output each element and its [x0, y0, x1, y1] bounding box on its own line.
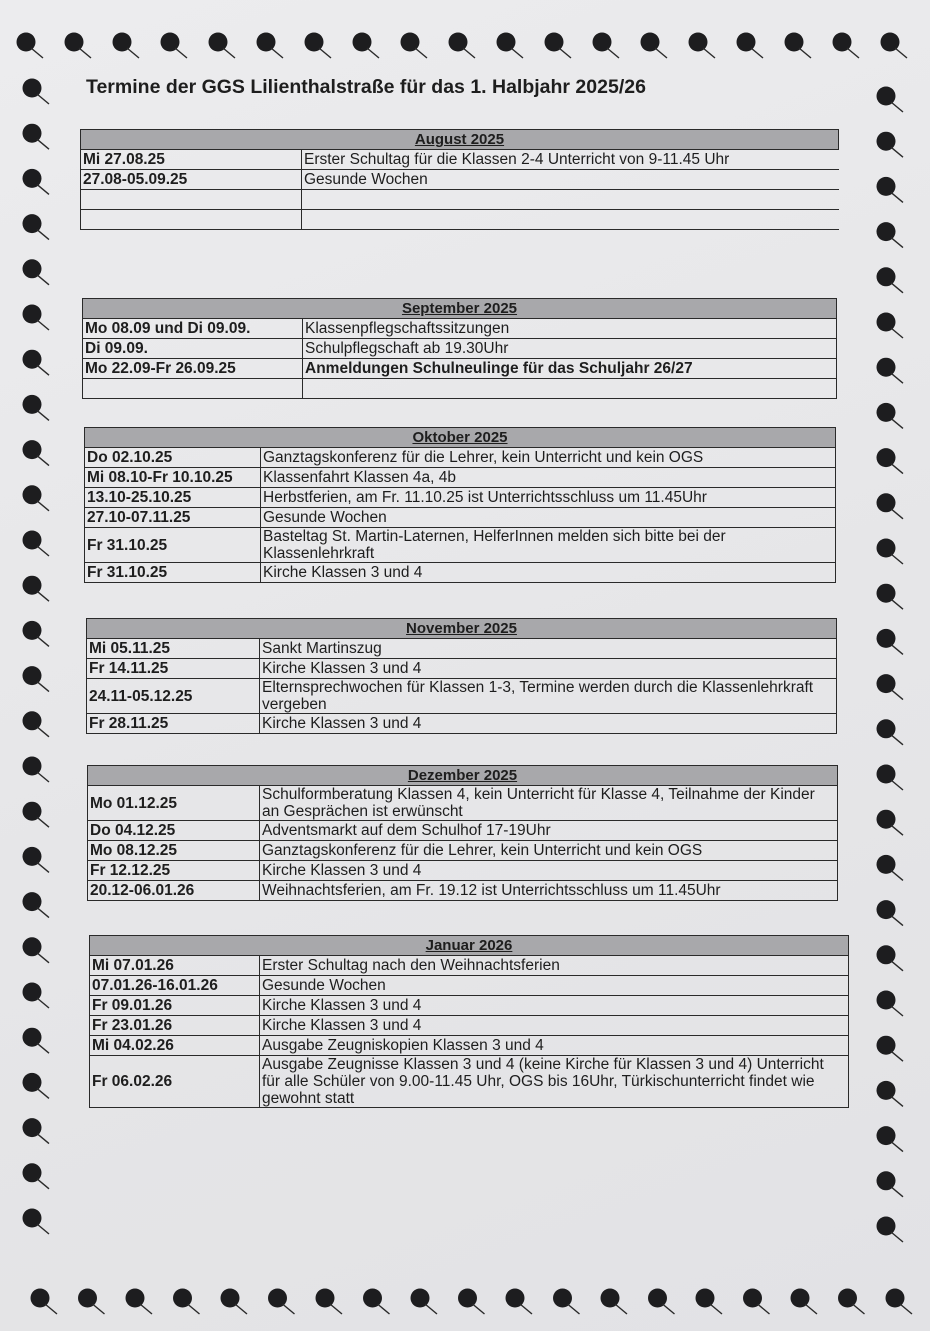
punched-hole-46	[23, 440, 50, 466]
punched-hole-12	[593, 33, 620, 59]
punched-hole-62	[23, 1163, 50, 1189]
punched-hole-81	[877, 855, 904, 881]
table-row	[81, 190, 839, 210]
punched-hole-89	[877, 1217, 904, 1243]
table-row	[90, 1036, 849, 1056]
event-text: Sankt Martinszug	[260, 639, 837, 659]
event-text: Ausgabe Zeugnisse Klassen 3 und 4 (keine Kirche für Klassen 3 und 4) Unterricht für alle Schüler von 9.00-11.45 Uhr, OGS bis 16Uhr, Türkischunterricht findet wie gewohnt statt	[260, 1056, 849, 1108]
punched-hole-39	[23, 124, 50, 150]
punched-hole-28	[458, 1289, 485, 1315]
table-row	[90, 976, 849, 996]
event-date	[83, 379, 303, 399]
event-date: Mi 27.08.25	[81, 150, 302, 170]
punched-hole-73	[877, 493, 904, 519]
punched-hole-10	[497, 33, 524, 59]
month-table-dezember	[87, 765, 838, 901]
event-date	[81, 190, 302, 210]
punched-hole-53	[23, 757, 50, 783]
punched-hole-44	[23, 350, 50, 376]
punched-hole-84	[877, 991, 904, 1017]
punched-hole-41	[23, 214, 50, 240]
event-text	[302, 210, 839, 230]
month-table-november	[86, 618, 837, 734]
punched-hole-6	[305, 33, 332, 59]
punched-hole-24	[268, 1289, 295, 1315]
event-date: Fr 23.01.26	[90, 1016, 260, 1036]
punched-hole-3	[161, 33, 188, 59]
punched-hole-4	[209, 33, 236, 59]
punched-hole-76	[877, 629, 904, 655]
punched-hole-52	[23, 711, 50, 737]
punched-hole-86	[877, 1081, 904, 1107]
event-date: 27.08-05.09.25	[81, 170, 302, 190]
punched-hole-2	[113, 33, 140, 59]
punched-hole-51	[23, 666, 50, 692]
punched-hole-71	[877, 403, 904, 429]
table-row	[81, 150, 839, 170]
table-row	[87, 714, 837, 734]
punched-hole-15	[737, 33, 764, 59]
event-date: Mi 07.01.26	[90, 956, 260, 976]
event-text: Klassenpflegschaftssitzungen	[303, 319, 837, 339]
event-date: Di 09.09.	[83, 339, 303, 359]
table-row	[87, 639, 837, 659]
event-text: Schulpflegschaft ab 19.30Uhr	[303, 339, 837, 359]
punched-hole-36	[838, 1289, 865, 1315]
punched-hole-29	[506, 1289, 533, 1315]
punched-hole-68	[877, 267, 904, 293]
table-row	[87, 679, 837, 714]
punched-hole-26	[363, 1289, 390, 1315]
punched-hole-38	[23, 79, 50, 105]
punched-hole-22	[173, 1289, 200, 1315]
event-date: Mo 08.12.25	[88, 841, 260, 861]
punched-hole-79	[877, 765, 904, 791]
event-text	[302, 190, 839, 210]
page-title: Termine der GGS Lilienthalstraße für das 1. Halbjahr 2025/26	[86, 76, 646, 98]
punched-hole-72	[877, 448, 904, 474]
punched-hole-56	[23, 892, 50, 918]
table-row	[90, 996, 849, 1016]
event-date: 24.11-05.12.25	[87, 679, 260, 714]
punched-hole-40	[23, 169, 50, 195]
punched-hole-47	[23, 485, 50, 511]
table-row	[83, 359, 837, 379]
punched-hole-17	[833, 33, 860, 59]
punched-hole-83	[877, 945, 904, 971]
event-date: Do 04.12.25	[88, 821, 260, 841]
punched-hole-13	[641, 33, 668, 59]
event-text: Gesunde Wochen	[260, 976, 849, 996]
punched-hole-35	[791, 1289, 818, 1315]
punched-hole-37	[886, 1289, 913, 1315]
table-row	[83, 379, 837, 399]
month-header: September 2025	[83, 299, 837, 319]
punched-hole-69	[877, 313, 904, 339]
event-date: Fr 31.10.25	[85, 563, 261, 583]
punched-hole-42	[23, 259, 50, 285]
month-header: Januar 2026	[90, 936, 849, 956]
punched-hole-63	[23, 1209, 50, 1235]
punched-hole-77	[877, 674, 904, 700]
month-header: November 2025	[87, 619, 837, 639]
table-row	[81, 210, 839, 230]
table-row	[90, 1056, 849, 1108]
event-date: 07.01.26-16.01.26	[90, 976, 260, 996]
punched-hole-50	[23, 621, 50, 647]
event-text: Kirche Klassen 3 und 4	[260, 714, 837, 734]
punched-hole-48	[23, 531, 50, 557]
event-date: Mo 01.12.25	[88, 786, 260, 821]
punched-hole-80	[877, 810, 904, 836]
punched-hole-88	[877, 1171, 904, 1197]
event-date: Mi 05.11.25	[87, 639, 260, 659]
table-row	[88, 861, 838, 881]
event-text: Kirche Klassen 3 und 4	[261, 563, 836, 583]
punched-hole-67	[877, 222, 904, 248]
punched-hole-45	[23, 395, 50, 421]
punched-hole-18	[881, 33, 908, 59]
month-table-august	[80, 129, 839, 230]
punched-hole-25	[316, 1289, 343, 1315]
event-text: Basteltag St. Martin-Laternen, HelferInnen melden sich bitte bei der Klassenlehrkraft	[261, 528, 836, 563]
punched-hole-27	[411, 1289, 438, 1315]
table-row	[88, 881, 838, 901]
event-text: Ganztagskonferenz für die Lehrer, kein Unterricht und kein OGS	[260, 841, 838, 861]
event-date: Do 02.10.25	[85, 448, 261, 468]
punched-hole-49	[23, 576, 50, 602]
month-header: Oktober 2025	[85, 428, 836, 448]
event-text: Kirche Klassen 3 und 4	[260, 1016, 849, 1036]
punched-hole-21	[126, 1289, 153, 1315]
event-text: Erster Schultag nach den Weihnachtsferien	[260, 956, 849, 976]
punched-hole-58	[23, 983, 50, 1009]
event-date: Fr 14.11.25	[87, 659, 260, 679]
punched-hole-11	[545, 33, 572, 59]
table-row	[90, 1016, 849, 1036]
punched-hole-9	[449, 33, 476, 59]
punched-hole-31	[601, 1289, 628, 1315]
month-header: Dezember 2025	[88, 766, 838, 786]
punched-hole-87	[877, 1126, 904, 1152]
event-date: Fr 28.11.25	[87, 714, 260, 734]
event-text: Ganztagskonferenz für die Lehrer, kein Unterricht und kein OGS	[261, 448, 836, 468]
month-table-oktober	[84, 427, 836, 583]
punched-hole-14	[689, 33, 716, 59]
event-date: 13.10-25.10.25	[85, 488, 261, 508]
event-text: Ausgabe Zeugniskopien Klassen 3 und 4	[260, 1036, 849, 1056]
punched-hole-70	[877, 358, 904, 384]
event-text: Kirche Klassen 3 und 4	[260, 861, 838, 881]
event-text: Elternsprechwochen für Klassen 1-3, Termine werden durch die Klassenlehrkraft vergeben	[260, 679, 837, 714]
punched-hole-19	[31, 1289, 58, 1315]
punched-hole-85	[877, 1036, 904, 1062]
table-row	[83, 319, 837, 339]
event-text: Weihnachtsferien, am Fr. 19.12 ist Unterrichtsschluss um 11.45Uhr	[260, 881, 838, 901]
table-row	[81, 170, 839, 190]
punched-hole-43	[23, 305, 50, 331]
punched-hole-78	[877, 719, 904, 745]
event-text: Gesunde Wochen	[261, 508, 836, 528]
punched-hole-55	[23, 847, 50, 873]
event-text: Erster Schultag für die Klassen 2-4 Unterricht von 9-11.45 Uhr	[302, 150, 839, 170]
punched-hole-64	[877, 87, 904, 113]
event-date: Fr 12.12.25	[88, 861, 260, 881]
punched-hole-16	[785, 33, 812, 59]
event-text: Herbstferien, am Fr. 11.10.25 ist Unterrichtsschluss um 11.45Uhr	[261, 488, 836, 508]
punched-hole-57	[23, 937, 50, 963]
month-header: August 2025	[81, 130, 839, 150]
punched-hole-32	[648, 1289, 675, 1315]
table-row	[85, 528, 836, 563]
event-date: Mi 04.02.26	[90, 1036, 260, 1056]
event-text	[303, 379, 837, 399]
event-text: Anmeldungen Schulneulinge für das Schuljahr 26/27	[303, 359, 837, 379]
punched-hole-1	[65, 33, 92, 59]
event-text: Adventsmarkt auf dem Schulhof 17-19Uhr	[260, 821, 838, 841]
table-row	[85, 448, 836, 468]
month-table-september	[82, 298, 837, 399]
table-row	[88, 841, 838, 861]
table-row	[88, 821, 838, 841]
punched-hole-61	[23, 1118, 50, 1144]
event-text: Kirche Klassen 3 und 4	[260, 996, 849, 1016]
event-date: 27.10-07.11.25	[85, 508, 261, 528]
punched-hole-82	[877, 900, 904, 926]
punched-hole-23	[221, 1289, 248, 1315]
punched-hole-66	[877, 177, 904, 203]
table-row	[83, 339, 837, 359]
table-row	[85, 563, 836, 583]
table-row	[85, 468, 836, 488]
event-text: Klassenfahrt Klassen 4a, 4b	[261, 468, 836, 488]
punched-hole-75	[877, 584, 904, 610]
event-date: Mo 22.09-Fr 26.09.25	[83, 359, 303, 379]
punched-hole-5	[257, 33, 284, 59]
punched-hole-54	[23, 802, 50, 828]
table-row	[88, 786, 838, 821]
punched-hole-20	[78, 1289, 105, 1315]
punched-hole-34	[743, 1289, 770, 1315]
punched-hole-33	[696, 1289, 723, 1315]
punched-hole-65	[877, 132, 904, 158]
table-row	[85, 488, 836, 508]
event-date: Fr 31.10.25	[85, 528, 261, 563]
punched-hole-59	[23, 1028, 50, 1054]
event-date: Mo 08.09 und Di 09.09.	[83, 319, 303, 339]
event-text: Kirche Klassen 3 und 4	[260, 659, 837, 679]
month-table-januar	[89, 935, 849, 1108]
event-date: Mi 08.10-Fr 10.10.25	[85, 468, 261, 488]
punched-hole-74	[877, 539, 904, 565]
event-date	[81, 210, 302, 230]
table-row	[85, 508, 836, 528]
event-text: Schulformberatung Klassen 4, kein Unterricht für Klasse 4, Teilnahme der Kinder an Gesprächen ist erwünscht	[260, 786, 838, 821]
punched-hole-7	[353, 33, 380, 59]
event-date: Fr 06.02.26	[90, 1056, 260, 1108]
event-date: 20.12-06.01.26	[88, 881, 260, 901]
punched-hole-30	[553, 1289, 580, 1315]
table-row	[90, 956, 849, 976]
event-date: Fr 09.01.26	[90, 996, 260, 1016]
table-row	[87, 659, 837, 679]
punched-hole-60	[23, 1073, 50, 1099]
event-text: Gesunde Wochen	[302, 170, 839, 190]
punched-hole-8	[401, 33, 428, 59]
punched-hole-0	[17, 33, 44, 59]
